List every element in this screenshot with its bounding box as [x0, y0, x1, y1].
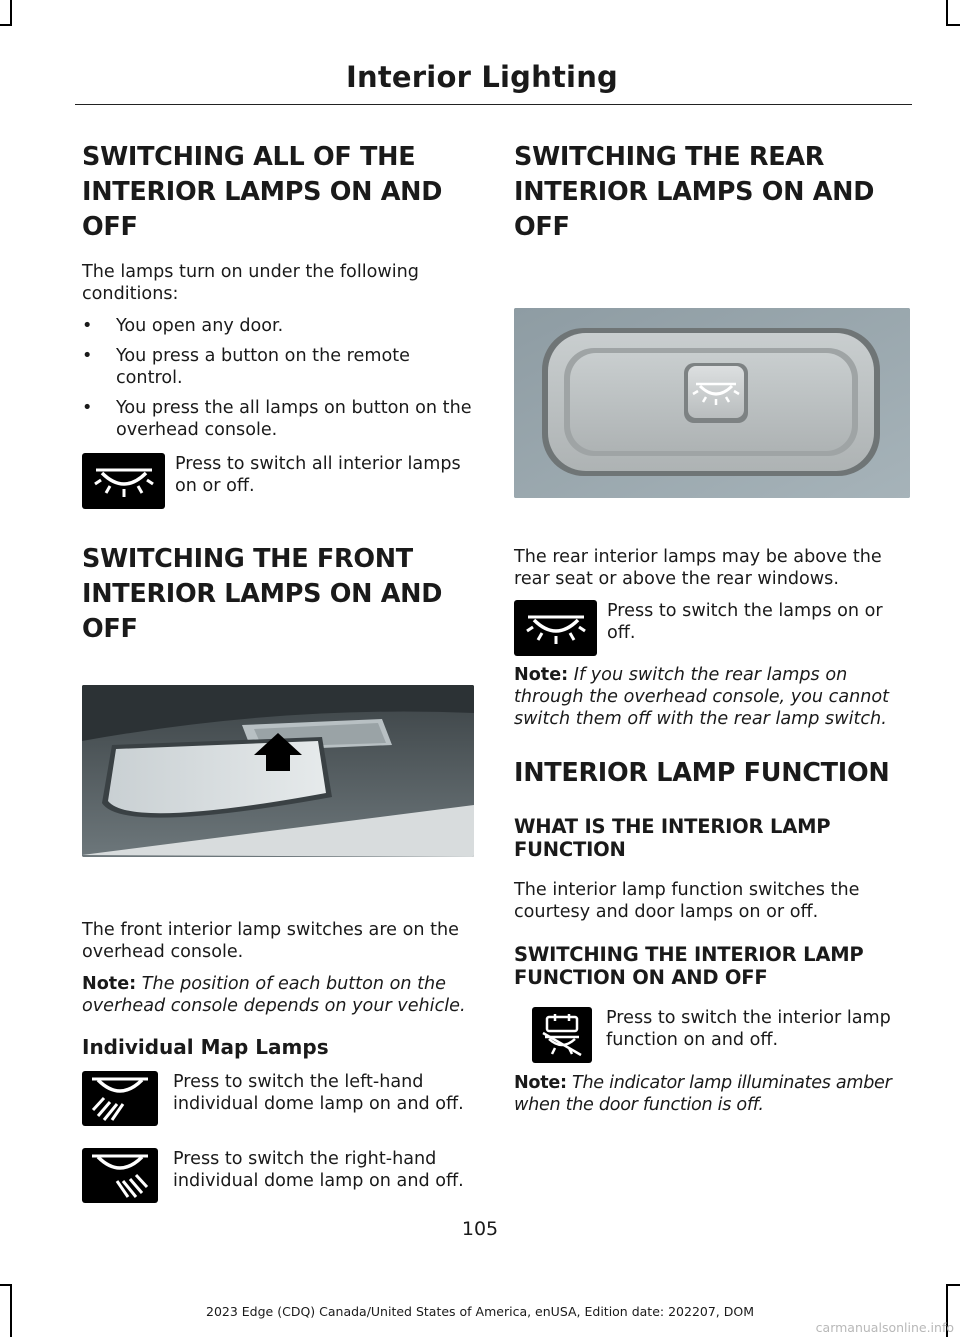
heading-line: SWITCHING THE FRONT [82, 544, 413, 574]
rear-lamp-icon [514, 600, 597, 656]
note [82, 973, 474, 1017]
list-item: • You press the all lamps on button on the overhead console. [82, 397, 474, 441]
icon-description: Press to switch the left-hand individual dome lamp on and off. [173, 1072, 464, 1114]
conditions-list [82, 315, 474, 441]
left-map-lamp-icon [82, 1071, 158, 1126]
heading-line: SWITCHING ALL OF THE [82, 142, 416, 172]
subsection-heading [514, 943, 910, 989]
note-label: Note: [514, 665, 569, 685]
heading-line: INTERIOR LAMPS ON AND OFF [82, 177, 443, 242]
subsection-heading [514, 815, 910, 861]
dome-lamp-icon [82, 453, 165, 509]
right-column [514, 140, 910, 1116]
section-heading [82, 140, 474, 245]
heading-line: INTERIOR LAMPS ON AND OFF [514, 177, 875, 242]
heading-line: FUNCTION ON AND OFF [514, 966, 768, 989]
note-text: The indicator lamp illuminates amber when the door function is off. [514, 1073, 892, 1115]
list-item: • You open any door. [82, 315, 474, 337]
icon-description: Press to switch the right-hand individual dome lamp on and off. [173, 1149, 464, 1191]
subsection-heading: Individual Map Lamps [82, 1035, 329, 1059]
heading-line: WHAT IS THE INTERIOR LAMP [514, 815, 831, 838]
note-text: The position of each button on the overhead console depends on your vehicle. [82, 974, 466, 1016]
paragraph: The lamps turn on under the following conditions: [82, 262, 419, 304]
list-item: • You press a button on the remote control. [82, 345, 474, 389]
crop-mark [0, 1284, 12, 1286]
paragraph: The interior lamp function switches the courtesy and door lamps on or off. [514, 880, 860, 922]
crop-mark [946, 0, 948, 26]
note [514, 1072, 910, 1116]
heading-line: SWITCHING THE INTERIOR LAMP [514, 943, 864, 966]
interior-lamp-function-icon [532, 1007, 592, 1063]
icon-row [82, 453, 474, 509]
header-divider [75, 104, 912, 105]
icon-description: Press to switch all interior lamps on or off. [175, 454, 461, 496]
icon-row [82, 1148, 474, 1203]
section-heading [514, 140, 910, 245]
note-label: Note: [82, 974, 137, 994]
crop-mark [946, 1284, 960, 1286]
left-column [82, 140, 474, 1203]
note [514, 664, 910, 730]
section-heading: INTERIOR LAMP FUNCTION [514, 758, 890, 788]
note-text: If you switch the rear lamps on through the overhead console, you cannot switch them off with the rear lamp switch. [514, 665, 890, 729]
crop-mark [946, 24, 960, 26]
edition-line: 2023 Edge (CDQ) Canada/United States of America, enUSA, Edition date: 202207, DOM [206, 1304, 754, 1319]
paragraph: The front interior lamp switches are on the overhead console. [82, 920, 459, 962]
heading-line: INTERIOR LAMPS ON AND OFF [82, 579, 443, 644]
heading-line: FUNCTION [514, 838, 626, 861]
rear-lamp-switch-photo [514, 308, 910, 498]
overhead-console-photo [82, 685, 474, 857]
watermark: carmanualsonline.info [815, 1320, 954, 1335]
crop-mark [10, 0, 12, 26]
crop-mark [0, 24, 12, 26]
icon-row [82, 1071, 474, 1126]
note-label: Note: [514, 1073, 567, 1093]
icon-row [514, 1007, 910, 1063]
page-number: 105 [461, 1218, 499, 1240]
icon-description: Press to switch the interior lamp function on and off. [606, 1008, 891, 1050]
heading-line: SWITCHING THE REAR [514, 142, 825, 172]
icon-row [514, 600, 910, 656]
icon-description: Press to switch the lamps on or off. [607, 601, 883, 643]
right-map-lamp-icon [82, 1148, 158, 1203]
section-heading [82, 542, 474, 647]
page-title: Interior Lighting [346, 60, 618, 94]
paragraph: The rear interior lamps may be above the rear seat or above the rear windows. [514, 547, 882, 589]
